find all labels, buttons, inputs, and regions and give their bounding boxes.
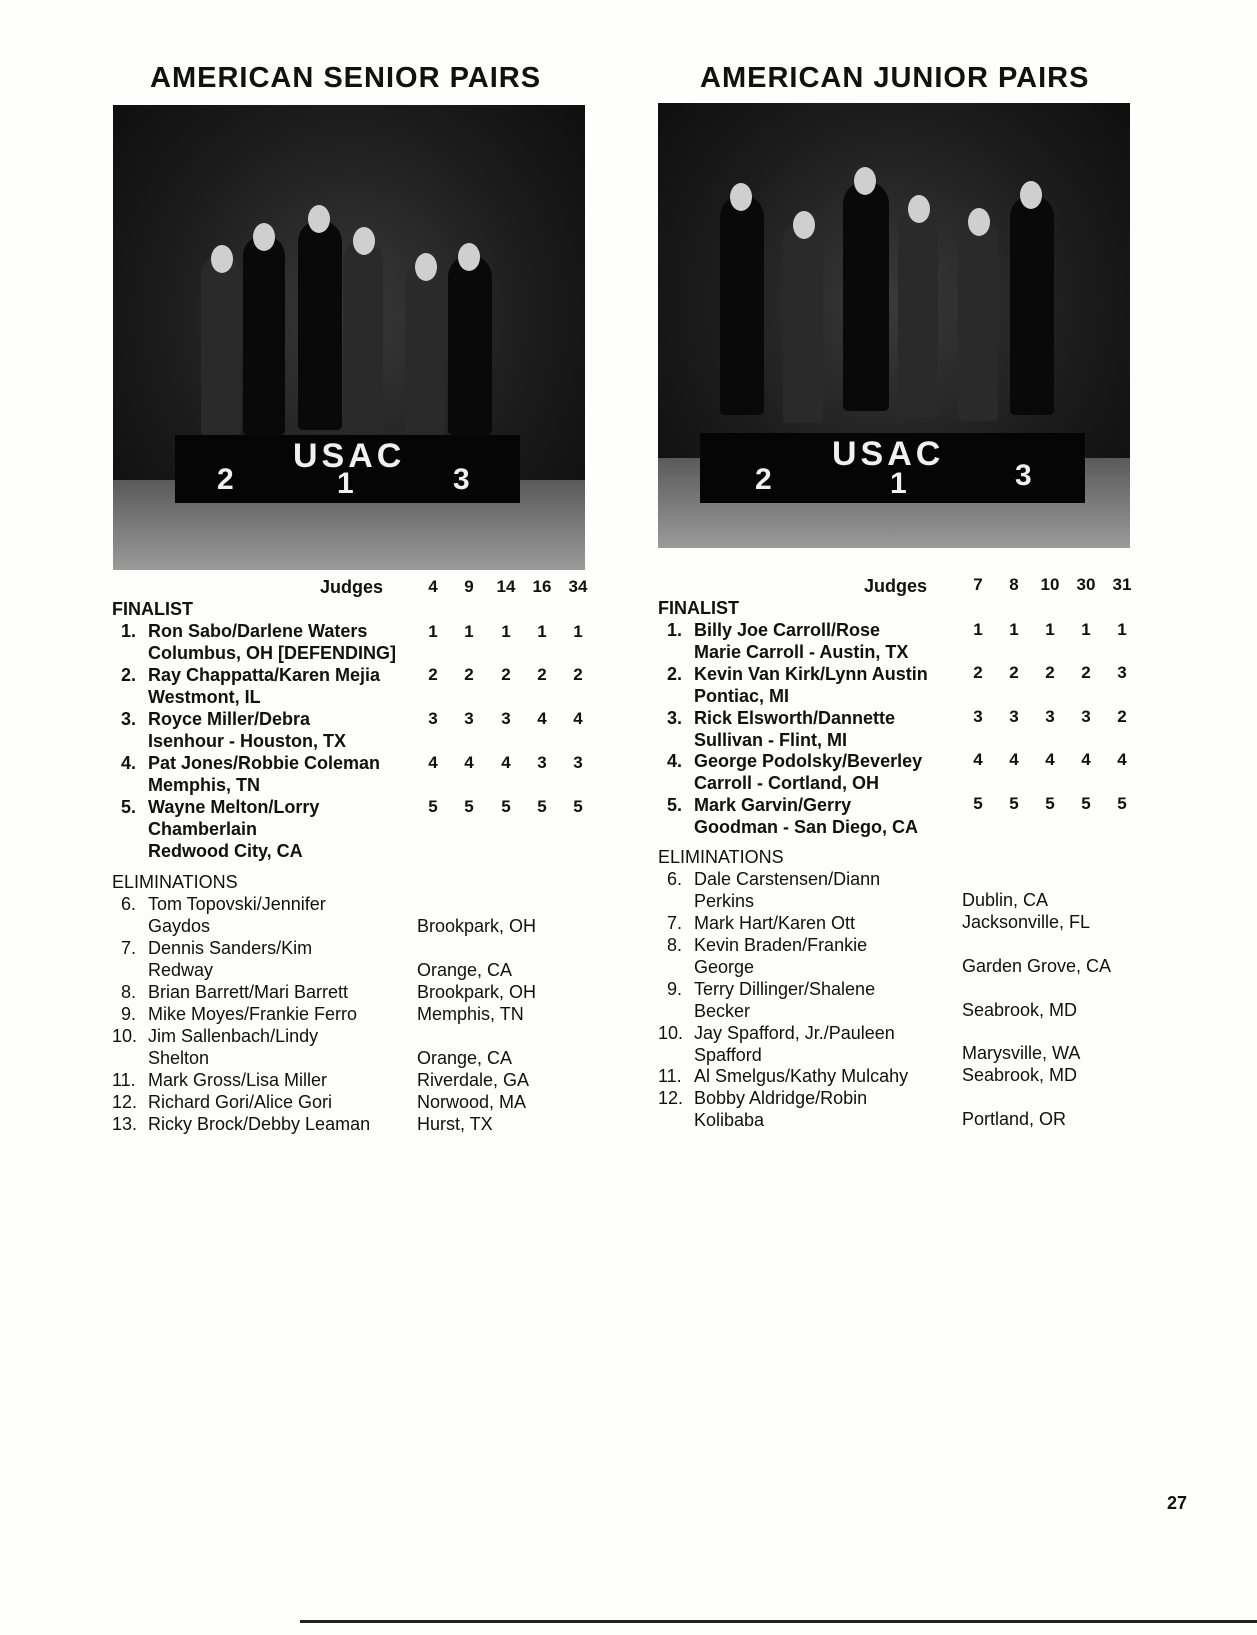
junior-finalist-names: Billy Joe Carroll/Rose [694,620,881,640]
senior-finalist-names: Ron Sabo/Darlene Waters [148,621,368,641]
junior-elim-names: Terry Dillinger/Shalene [694,979,876,999]
senior-elim-city: Hurst, TX [417,1114,493,1134]
junior-finalist-names: Kevin Van Kirk/Lynn Austin [694,664,928,684]
senior-finalist-names-cont: Chamberlain [148,819,258,839]
junior-score: 5 [1117,794,1127,813]
junior-score: 3 [1045,707,1055,726]
junior-elim-city: Portland, OR [962,1109,1067,1129]
senior-finalist-rank: 1. [121,621,137,641]
senior-elim-names: Ricky Brock/Debby Leaman [148,1114,371,1134]
senior-elim-names: Mark Gross/Lisa Miller [148,1070,328,1090]
junior-elim-rank: 10. [658,1023,684,1043]
junior-score: 5 [1081,794,1091,813]
junior-finalist-city: Carroll - Cortland, OH [694,773,880,793]
junior-score: 1 [1045,620,1055,639]
senior-score: 2 [464,665,474,684]
junior-elim-rank: 9. [667,979,683,999]
senior-score: 3 [464,709,474,728]
junior-finalist-names: Mark Garvin/Gerry [694,795,852,815]
senior-score: 3 [501,709,511,728]
junior-score: 4 [1045,750,1055,769]
senior-elim-names-cont: Gaydos [148,916,211,936]
senior-podium-logo: USAC [293,437,406,475]
senior-finalist-city: Westmont, IL [148,687,261,707]
junior-elim-city: Marysville, WA [962,1043,1081,1063]
junior-score: 5 [1009,794,1019,813]
senior-elim-rank: 13. [112,1114,138,1134]
junior-elim-names: Jay Spafford, Jr./Pauleen [694,1023,895,1043]
senior-score: 5 [501,797,511,816]
junior-finalist-city: Pontiac, MI [694,686,790,706]
senior-podium-photo [113,105,585,570]
junior-elim-names-cont: Becker [694,1001,751,1021]
senior-finalist-names: Wayne Melton/Lorry [148,797,320,817]
junior-score: 3 [1009,707,1019,726]
junior-finalist-rank: 2. [667,664,683,684]
senior-score: 3 [573,753,583,772]
junior-elim-rank: 8. [667,935,683,955]
senior-elim-city: Orange, CA [417,960,513,980]
senior-elim-names-cont: Redway [148,960,214,980]
senior-judge-number: 4 [428,577,438,596]
junior-finalist-rank: 1. [667,620,683,640]
junior-finalist-rank: 5. [667,795,683,815]
junior-elim-names-cont: Perkins [694,891,755,911]
junior-score: 4 [1117,750,1127,769]
senior-score: 4 [428,753,438,772]
senior-elim-names: Richard Gori/Alice Gori [148,1092,333,1112]
senior-elim-rank: 6. [121,894,137,914]
junior-podium-first: 1 [890,467,907,500]
junior-judge-number: 8 [1009,575,1019,594]
senior-title: AMERICAN SENIOR PAIRS [150,62,542,94]
junior-judge-number: 31 [1112,575,1132,594]
senior-score: 1 [428,622,438,641]
junior-finalist-rank: 3. [667,708,683,728]
junior-podium-photo [658,103,1130,548]
junior-elim-city: Seabrook, MD [962,1065,1078,1085]
senior-score: 5 [428,797,438,816]
junior-judges-label: Judges [864,576,928,596]
senior-elim-city: Brookpark, OH [417,982,537,1002]
junior-elim-rank: 6. [667,869,683,889]
page-number: 27 [1167,1493,1188,1513]
junior-elim-city: Garden Grove, CA [962,956,1112,976]
junior-elim-rank: 7. [667,913,683,933]
junior-score: 3 [973,707,983,726]
junior-score: 2 [1117,707,1127,726]
senior-finalist-city: Isenhour - Houston, TX [148,731,346,751]
senior-score: 5 [537,797,547,816]
senior-score: 3 [428,709,438,728]
junior-score: 2 [973,663,983,682]
senior-elim-city: Memphis, TN [417,1004,524,1024]
senior-judge-number: 14 [496,577,516,596]
junior-finalist-city: Marie Carroll - Austin, TX [694,642,909,662]
senior-podium-third: 3 [453,463,470,496]
senior-finalist-names: Pat Jones/Robbie Coleman [148,753,381,773]
junior-score: 3 [1081,707,1091,726]
junior-score: 4 [973,750,983,769]
senior-finalist-rank: 4. [121,753,137,773]
junior-judge-number: 30 [1076,575,1096,594]
junior-score: 4 [1081,750,1091,769]
senior-elim-names: Mike Moyes/Frankie Ferro [148,1004,358,1024]
senior-score: 2 [428,665,438,684]
senior-finalist-city: Redwood City, CA [148,841,303,861]
junior-elim-city: Jacksonville, FL [962,912,1091,932]
senior-elim-city: Riverdale, GA [417,1070,530,1090]
senior-score: 1 [537,622,547,641]
senior-score: 2 [501,665,511,684]
junior-score: 2 [1009,663,1019,682]
senior-elim-rank: 8. [121,982,137,1002]
senior-judge-number: 34 [568,577,588,596]
senior-finalist-city: Memphis, TN [148,775,261,795]
junior-finalist-names: Rick Elsworth/Dannette [694,708,896,728]
senior-elim-names: Dennis Sanders/Kim [148,938,313,958]
junior-finalist-heading: FINALIST [658,598,739,618]
junior-elim-city: Dublin, CA [962,890,1049,910]
junior-elim-names: Mark Hart/Karen Ott [694,913,856,933]
senior-finalist-rank: 5. [121,797,137,817]
senior-podium-second: 2 [217,463,234,496]
senior-podium [175,435,520,503]
senior-elim-rank: 9. [121,1004,137,1024]
senior-elim-city: Orange, CA [417,1048,513,1068]
junior-elim-rank: 11. [658,1066,682,1086]
senior-elim-rank: 12. [112,1092,138,1112]
senior-finalist-rank: 3. [121,709,137,729]
junior-podium-third: 3 [1015,459,1032,492]
senior-score: 4 [537,709,547,728]
junior-elim-city: Seabrook, MD [962,1000,1078,1020]
senior-score: 4 [464,753,474,772]
senior-podium-first: 1 [337,467,354,500]
senior-score: 2 [573,665,583,684]
junior-score: 1 [1117,620,1127,639]
senior-elim-rank: 7. [121,938,137,958]
senior-score: 1 [464,622,474,641]
senior-elim-names: Tom Topovski/Jennifer [148,894,326,914]
senior-judge-number: 16 [532,577,552,596]
senior-score: 5 [573,797,583,816]
junior-finalist-city: Sullivan - Flint, MI [694,730,847,750]
junior-score: 4 [1009,750,1019,769]
senior-eliminations-heading: ELIMINATIONS [112,872,238,892]
junior-score: 2 [1045,663,1055,682]
junior-score: 1 [973,620,983,639]
senior-score: 1 [573,622,583,641]
senior-score: 1 [501,622,511,641]
senior-finalist-names: Royce Miller/Debra [148,709,311,729]
senior-judge-number: 9 [464,577,474,596]
senior-finalist-names: Ray Chappatta/Karen Mejia [148,665,381,685]
junior-eliminations-heading: ELIMINATIONS [658,847,784,867]
senior-score: 4 [573,709,583,728]
junior-score: 2 [1081,663,1091,682]
senior-elim-names: Jim Sallenbach/Lindy [148,1026,319,1046]
junior-finalist-city: Goodman - San Diego, CA [694,817,919,837]
junior-elim-names-cont: Spafford [694,1045,762,1065]
senior-elim-rank: 10. [112,1026,138,1046]
junior-title: AMERICAN JUNIOR PAIRS [700,62,1090,94]
junior-score: 5 [1045,794,1055,813]
senior-score: 2 [537,665,547,684]
junior-elim-rank: 12. [658,1088,684,1108]
bottom-rule [300,1620,1257,1623]
senior-score: 4 [501,753,511,772]
junior-elim-names: Bobby Aldridge/Robin [694,1088,868,1108]
junior-finalist-rank: 4. [667,751,683,771]
senior-finalist-rank: 2. [121,665,137,685]
junior-elim-names-cont: George [694,957,755,977]
junior-elim-names: Dale Carstensen/Diann [694,869,881,889]
junior-podium [700,433,1085,503]
senior-elim-names-cont: Shelton [148,1048,210,1068]
senior-score: 3 [537,753,547,772]
junior-elim-names: Al Smelgus/Kathy Mulcahy [694,1066,909,1086]
junior-podium-logo: USAC [832,435,945,473]
senior-elim-names: Brian Barrett/Mari Barrett [148,982,349,1002]
junior-score: 1 [1009,620,1019,639]
junior-judge-number: 7 [973,575,983,594]
junior-elim-names: Kevin Braden/Frankie [694,935,868,955]
senior-judges-label: Judges [320,577,384,597]
senior-elim-city: Norwood, MA [417,1092,527,1112]
junior-podium-second: 2 [755,463,772,496]
junior-judge-number: 10 [1040,575,1060,594]
senior-elim-city: Brookpark, OH [417,916,537,936]
junior-score: 3 [1117,663,1127,682]
senior-score: 5 [464,797,474,816]
senior-finalist-city: Columbus, OH [DEFENDING] [148,643,396,663]
senior-finalist-heading: FINALIST [112,599,193,619]
junior-elim-names-cont: Kolibaba [694,1110,765,1130]
junior-finalist-names: George Podolsky/Beverley [694,751,923,771]
senior-elim-rank: 11. [112,1070,136,1090]
junior-score: 5 [973,794,983,813]
junior-score: 1 [1081,620,1091,639]
